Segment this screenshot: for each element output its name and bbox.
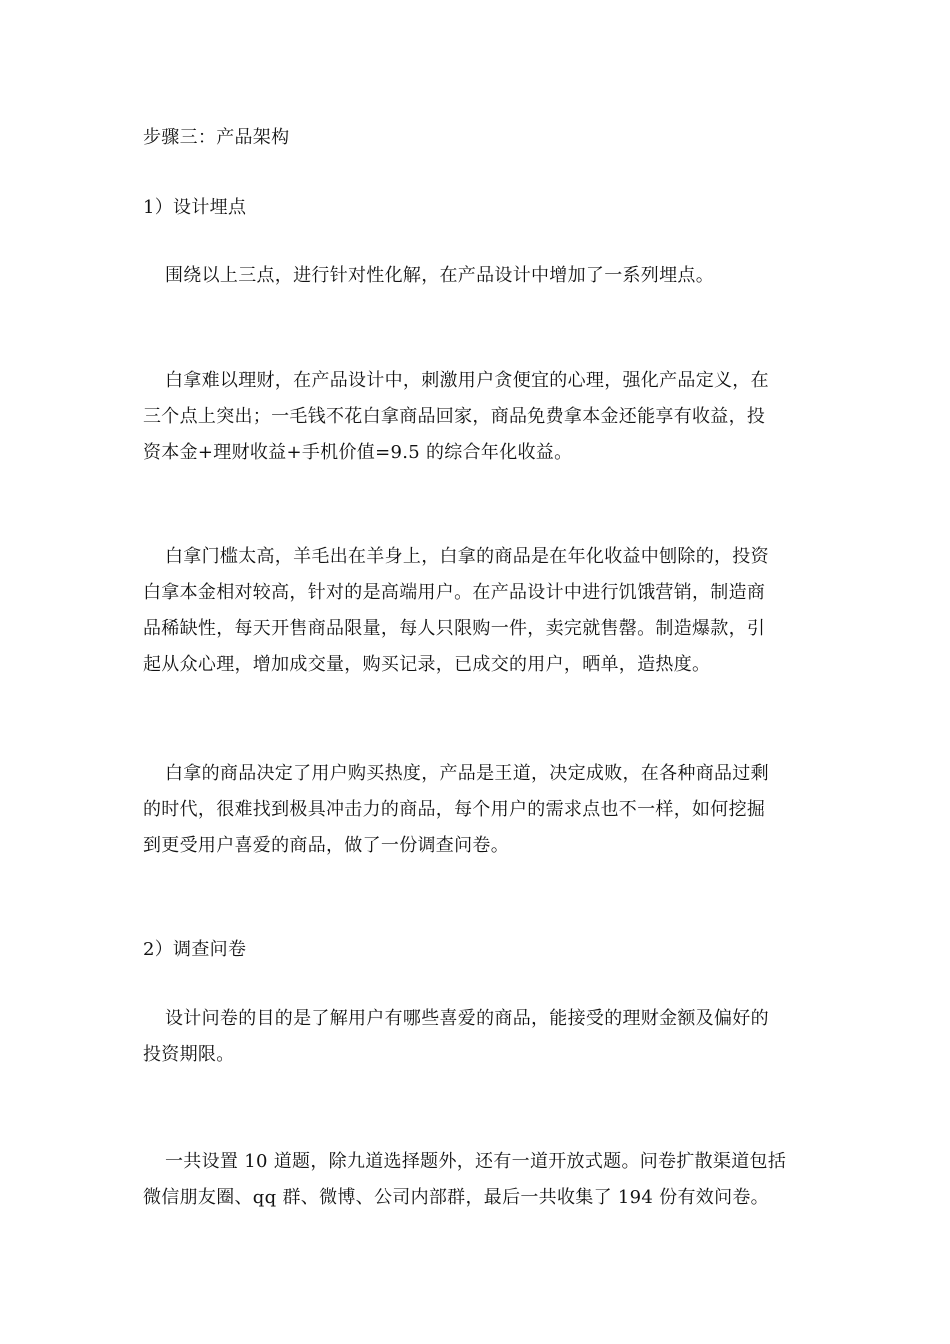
paragraph-line: 微信朋友圈、qq 群、微博、公司内部群，最后一共收集了 194 份有效问卷。	[143, 1187, 769, 1208]
subheading-tracking-points: 1）设计埋点	[143, 197, 247, 218]
paragraph-line: 围绕以上三点，进行针对性化解，在产品设计中增加了一系列埋点。	[165, 265, 714, 286]
paragraph-line: 品稀缺性，每天开售商品限量，每人只限购一件，卖完就售罄。制造爆款，引	[143, 618, 766, 639]
paragraph-line: 白拿的商品决定了用户购买热度，产品是王道，决定成败，在各种商品过剩	[165, 763, 769, 784]
paragraph-line: 的时代，很难找到极具冲击力的商品，每个用户的需求点也不一样，如何挖掘	[143, 799, 766, 820]
paragraph-line: 资本金+理财收益+手机价值=9.5 的综合年化收益。	[143, 442, 573, 463]
section-heading-step3: 步骤三：产品架构	[143, 127, 290, 148]
paragraph-line: 投资期限。	[143, 1044, 235, 1065]
paragraph-line: 白拿门槛太高，羊毛出在羊身上，白拿的商品是在年化收益中刨除的，投资	[165, 546, 769, 567]
paragraph-line: 设计问卷的目的是了解用户有哪些喜爱的商品，能接受的理财金额及偏好的	[165, 1008, 769, 1029]
paragraph-line: 白拿本金相对较高，针对的是高端用户。在产品设计中进行饥饿营销，制造商	[143, 582, 766, 603]
paragraph-line: 一共设置 10 道题，除九道选择题外，还有一道开放式题。问卷扩散渠道包括	[165, 1151, 787, 1172]
subheading-survey: 2）调查问卷	[143, 939, 247, 960]
paragraph-line: 三个点上突出；一毛钱不花白拿商品回家，商品免费拿本金还能享有收益，投	[143, 406, 766, 427]
paragraph-line: 起从众心理，增加成交量，购买记录，已成交的用户，晒单，造热度。	[143, 654, 711, 675]
paragraph-line: 白拿难以理财，在产品设计中，刺激用户贪便宜的心理，强化产品定义，在	[165, 370, 769, 391]
paragraph-line: 到更受用户喜爱的商品，做了一份调查问卷。	[143, 835, 509, 856]
